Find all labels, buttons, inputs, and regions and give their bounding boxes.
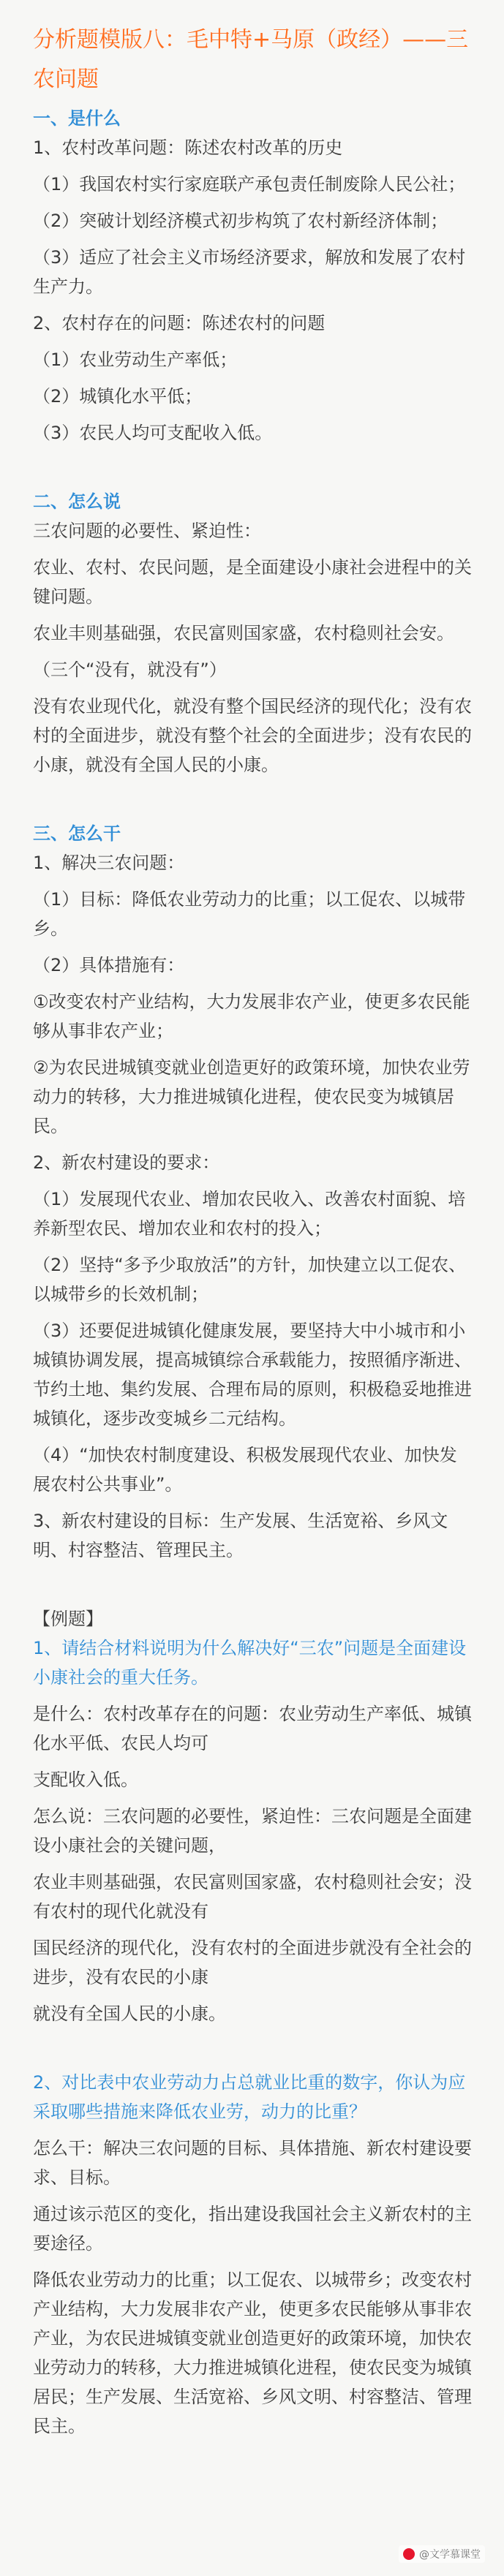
spacer [33,2036,472,2068]
section-heading-how-to-say: 二、怎么说 [33,491,121,512]
footer-watermark [399,2545,485,2563]
paragraph: （2）坚持“多予少取放活”的方针，加快建立以工促农、以城带乡的长效机制； [33,1255,467,1304]
example-tag: 【例题】 [33,1609,103,1629]
paragraph: （2）具体措施有： [33,955,185,975]
paragraph: （2）突破计划经济模式初步构筑了农村新经济体制； [33,211,448,231]
paragraph: ②为农民进城镇变就业创造更好的政策环境，加快农业劳动力的转移，大力推进城镇化进程，使农民变为城镇居民。 [33,1057,470,1136]
paragraph: ①改变农村产业结构，大力发展非农产业，使更多农民能够从事非农产业； [33,992,470,1041]
example-answer-line: 怎么干：解决三农问题的目标、具体措施、新农村建设要求、目标。 [33,2138,472,2188]
example-answer-line: 国民经济的现代化，没有农村的全面进步就没有全社会的进步，没有农民的小康 [33,1938,472,1987]
paragraph: （三个“没有，就没有”） [33,660,227,680]
paragraph: （1）目标：降低农业劳动力的比重；以工促农、以城带乡。 [33,889,466,939]
paragraph: （4）“加快农村制度建设、积极发展现代农业、加快发展农村公共事业”。 [33,1445,457,1495]
example-answer-line: 怎么说：三农问题的必要性，紧迫性：三农问题是全面建设小康社会的关键问题， [33,1806,472,1856]
paragraph: （3）适应了社会主义市场经济要求，解放和发展了农村生产力。 [33,247,466,297]
example-question-2: 2、对比表中农业劳动力占总就业比重的数字，你认为应采取哪些措施来降低农业劳，动力的比重？ [33,2072,466,2122]
paragraph: 没有农业现代化，就没有整个国民经济的现代化；没有农村的全面进步，就没有整个社会的全面进步；没有农民的小康，就没有全国人民的小康。 [33,696,472,775]
paragraph: （1）我国农村实行家庭联产承包责任制废除人民公社； [33,174,466,194]
paragraph: 2、农村存在的问题：陈述农村的问题 [33,313,326,333]
paragraph: 2、新农村建设的要求： [33,1152,220,1173]
paragraph: 1、农村改革问题：陈述农村改革的历史 [33,137,343,158]
paragraph: （3）还要促进城镇化健康发展，要坚持大中小城市和小城镇协调发展，提高城镇综合承载能力，按照循序渐进、节约土地、集约发展、合理布局的原则，积极稳妥地推进城镇化，逐步改变城乡二元结构。 [33,1321,472,1429]
paragraph: （1）发展现代农业、增加农民收入、改善农村面貌、培养新型农民、增加农业和农村的投入； [33,1189,466,1239]
paragraph: 农业丰则基础强，农民富则国家盛，农村稳则社会安。 [33,623,454,643]
section-heading-what: 一、是什么 [33,108,121,129]
spacer [33,455,472,487]
example-answer-line: 支配收入低。 [33,1769,138,1790]
paragraph: 1、解决三农问题： [33,853,185,873]
section-heading-how-to-do: 三、怎么干 [33,823,121,844]
example-answer-line: 是什么：农村改革存在的问题：农业劳动生产率低、城镇化水平低、农民人均可 [33,1704,472,1753]
example-answer-line: 通过该示范区的变化，指出建设我国社会主义新农村的主要途径。 [33,2204,472,2254]
spacer [33,1572,472,1604]
example-answer-line: 就没有全国人民的小康。 [33,2003,226,2024]
spacer [33,787,472,819]
paragraph: 3、新农村建设的目标：生产发展、生活宽裕、乡风文明、村容整洁、管理民主。 [33,1511,448,1560]
footer-watermark-text: @文学慕课堂 [419,2549,481,2561]
paragraph: 农业、农村、农民问题，是全面建设小康社会进程中的关键问题。 [33,557,472,607]
weibo-icon [403,2548,415,2560]
paragraph: 三农问题的必要性、紧迫性： [33,521,261,541]
example-answer-line: 农业丰则基础强，农民富则国家盛，农村稳则社会安；没有农村的现代化就没有 [33,1872,472,1922]
page-title: 分析题模版八：毛中特+马原（政经）——三农问题 [33,27,469,92]
paragraph: （1）农业劳动生产率低； [33,350,238,370]
paragraph: （3）农民人均可支配收入低。 [33,423,273,443]
example-question-1: 1、请结合材料说明为什么解决好“三农”问题是全面建设小康社会的重大任务。 [33,1638,467,1688]
example-answer-line: 降低农业劳动力的比重；以工促农、以城带乡；改变农村产业结构，大力发展非农产业，使更多农民能够从事非农产业，为农民进城镇变就业创造更好的政策环境，加快农业劳动力的转移，大力推进城镇化进程，使农民变为城镇居民；生产发展、生活宽裕、乡风文明、村容整洁、管理民主。 [33,2270,472,2436]
document-content [33,20,472,2448]
paragraph: （2）城镇化水平低； [33,386,203,407]
